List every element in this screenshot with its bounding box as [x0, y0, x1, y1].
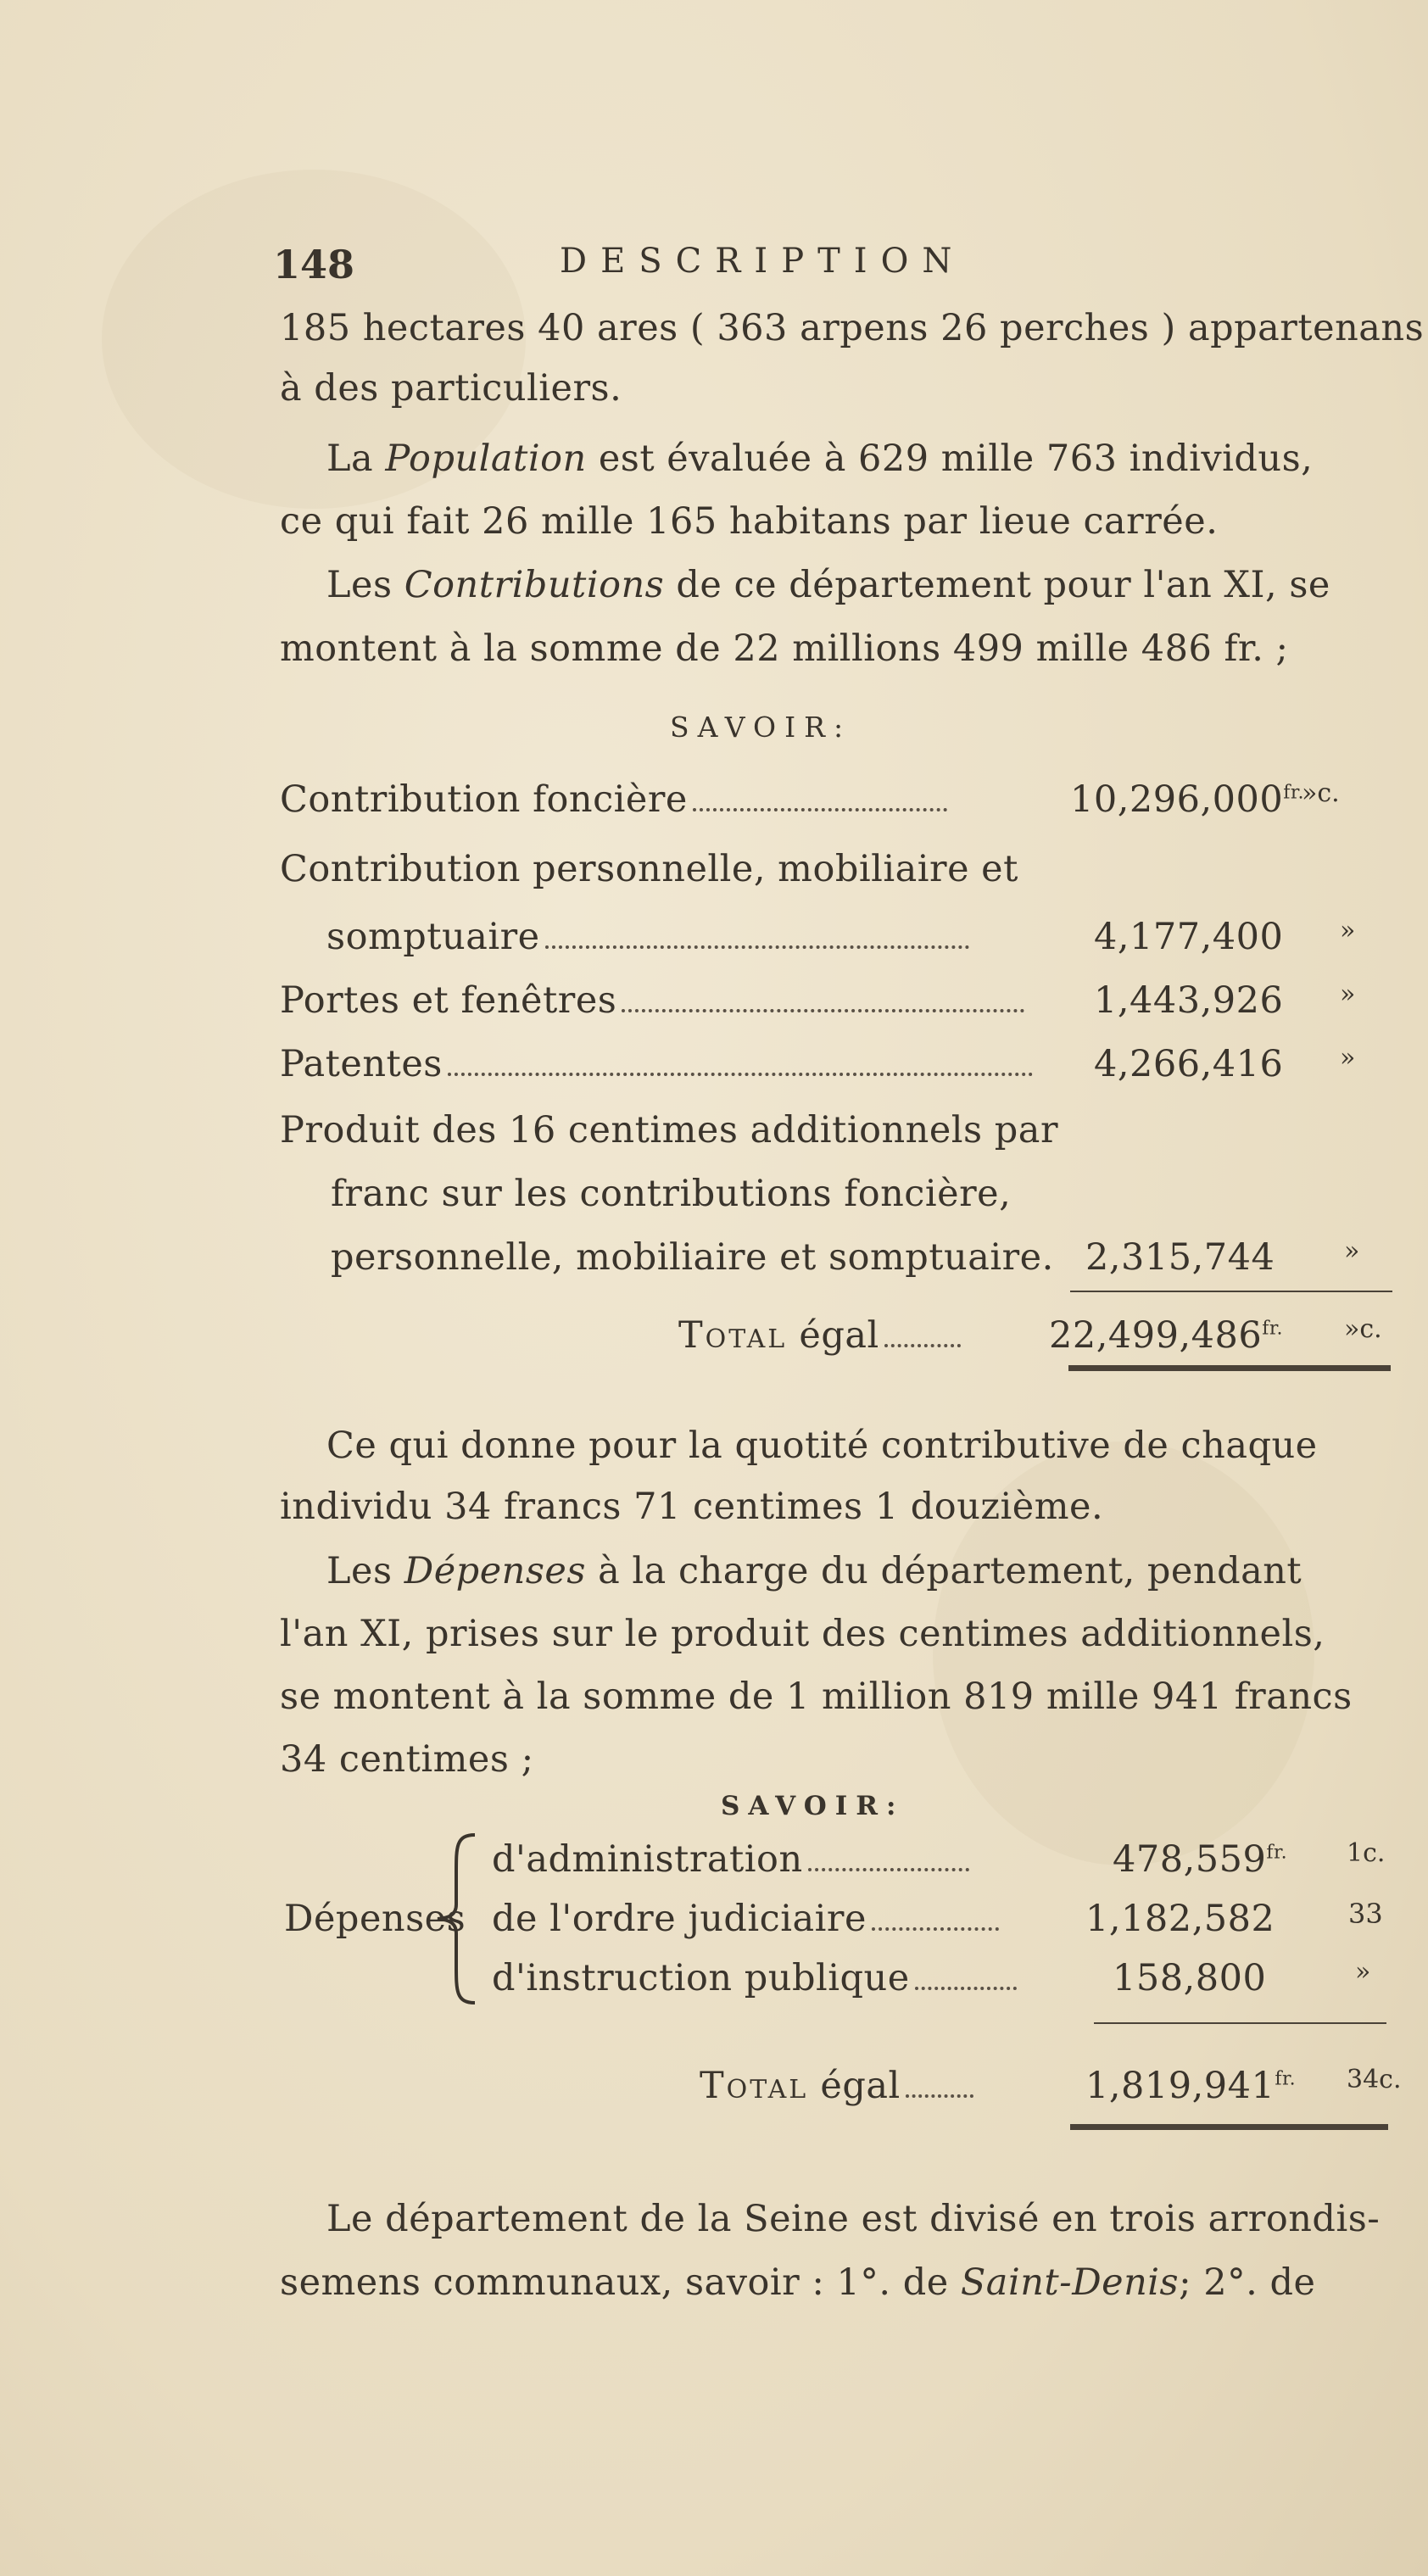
- text-line: Les Contributions de ce département pour l'an XI, se: [326, 564, 1330, 606]
- text-line: à des particuliers.: [280, 367, 622, 410]
- cents-cell: »: [1340, 916, 1356, 945]
- amount-cell: $10,296,000^{fr.}$: [1070, 778, 1304, 821]
- sum-rule: [1070, 1291, 1392, 1292]
- total-cents: 34c.: [1347, 2065, 1402, 2094]
- cents-cell: »: [1344, 1236, 1360, 1266]
- table-row: somptuaire: [326, 916, 974, 958]
- italic-term: Dépenses: [404, 1550, 586, 1592]
- text-line: Ce qui donne pour la quotité contributive de chaque: [326, 1425, 1318, 1467]
- table-row: Patentes: [280, 1043, 1038, 1085]
- total-label: Total égal: [700, 2065, 979, 2107]
- curly-brace-icon: [431, 1830, 482, 2008]
- total-rule: [1070, 2124, 1388, 2130]
- total-cents: »c.: [1344, 1314, 1382, 1344]
- italic-term: Saint-Denis: [960, 2261, 1180, 2304]
- cents-cell: »: [1340, 1043, 1356, 1073]
- text-line: montent à la somme de 22 millions 499 mille 486 fr. ;: [280, 627, 1289, 670]
- text-line: Le département de la Seine est divisé en trois arrondis-: [326, 2198, 1381, 2240]
- cents-cell: 1c.: [1347, 1838, 1386, 1868]
- depenses-label: Dépenses: [284, 1898, 466, 1940]
- text-line: l'an XI, prises sur le produit des centimes additionnels,: [280, 1613, 1325, 1655]
- cents-cell: 33: [1348, 1898, 1383, 1930]
- table-row: Produit des 16 centimes additionnels par: [280, 1109, 1059, 1151]
- savoir-heading: SAVOIR:: [670, 711, 852, 744]
- text-line: ce qui fait 26 mille 165 habitans par lieue carrée.: [280, 500, 1219, 543]
- table-row: d'instruction publique: [492, 1957, 1022, 1999]
- savoir-heading: SAVOIR:: [721, 1791, 905, 1821]
- table-row: d'administration: [492, 1838, 974, 1881]
- text-line: Les Dépenses à la charge du département, pendant: [326, 1550, 1302, 1592]
- amount-cell: 4,177,400: [1094, 916, 1284, 958]
- text-line: se montent à la somme de 1 million 819 mille 941 francs: [280, 1676, 1353, 1718]
- text-line: 185 hectares 40 ares ( 363 arpens 26 perches ) appartenans: [280, 307, 1425, 349]
- table-row: Portes et fenêtres: [280, 979, 1029, 1022]
- table-row: Contribution foncière: [280, 778, 1060, 821]
- total-amount: $1,819,941^{fr.}$: [1085, 2065, 1297, 2107]
- text-line: 34 centimes ;: [280, 1738, 534, 1781]
- total-rule: [1068, 1365, 1391, 1371]
- page-number: 148: [273, 242, 355, 287]
- amount-cell: 2,315,744: [1085, 1236, 1275, 1279]
- cents-cell: »c.: [1302, 778, 1340, 808]
- running-title: DESCRIPTION: [560, 242, 966, 281]
- italic-term: Population: [385, 438, 587, 480]
- table-row: franc sur les contributions foncière,: [331, 1173, 1012, 1215]
- amount-cell: 1,182,582: [1085, 1898, 1275, 1940]
- table-row: de l'ordre judiciaire: [492, 1898, 1004, 1940]
- text-line: La Population est évaluée à 629 mille 763 individus,: [326, 438, 1314, 480]
- text-line: individu 34 francs 71 centimes 1 douzième.: [280, 1486, 1104, 1528]
- amount-cell: 158,800: [1113, 1957, 1267, 1999]
- amount-cell: $478,559^{fr.}$: [1113, 1838, 1288, 1881]
- amount-cell: 4,266,416: [1094, 1043, 1284, 1085]
- sum-rule: [1094, 2022, 1386, 2024]
- table-row: personnelle, mobiliaire et somptuaire.: [331, 1236, 1054, 1279]
- cents-cell: »: [1355, 1957, 1371, 1987]
- table-row: Contribution personnelle, mobiliaire et: [280, 848, 1018, 890]
- amount-cell: 1,443,926: [1094, 979, 1284, 1022]
- total-amount: $22,499,486^{fr.}$: [1049, 1314, 1283, 1357]
- total-label: Total égal: [678, 1314, 966, 1357]
- text-line: semens communaux, savoir : 1°. de Saint-Denis; 2°. de: [280, 2261, 1316, 2304]
- italic-term: Contributions: [404, 564, 665, 606]
- cents-cell: »: [1340, 979, 1356, 1009]
